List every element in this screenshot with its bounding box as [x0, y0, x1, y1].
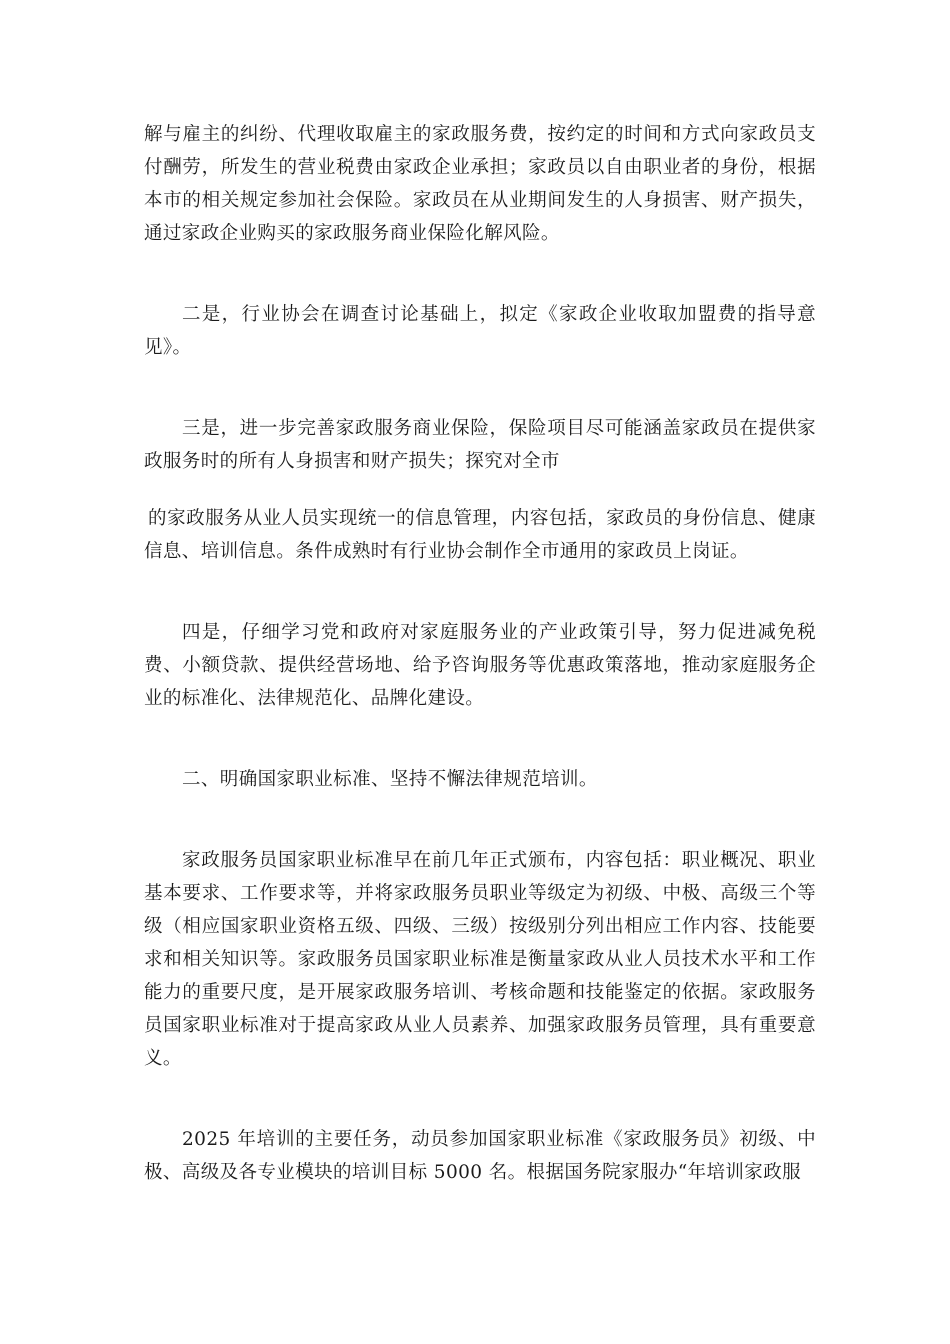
paragraph-7: 家政服务员国家职业标准早在前几年正式颁布，内容包括：职业概况、职业基本要求、工作要求等，并将家政服务员职业等级定为初级、中极、高级三个等级（相应国家职业资格五级、四级、三级）按级别分列出相应工作内容、技能要求和相关知识等。家政服务员国家职业标准是衡量家政从业人员技术水平和工作能力的重要尺度，是开展家政服务培训、考核命题和技能鉴定的依据。家政服务员国家职业标准对于提高家政从业人员素养、加强家政服务员管理，具有重要意义。: [144, 850, 816, 1069]
paragraph-5: 四是，仔细学习党和政府对家庭服务业的产业政策引导，努力促进减免税费、小额贷款、提供经营场地、给予咨询服务等优惠政策落地，推动家庭服务企业的标准化、法律规范化、品牌化建设。: [144, 622, 816, 709]
section-heading: 二、明确国家职业标准、坚持不懈法律规范培训。: [182, 769, 598, 790]
paragraph-3: 三是，进一步完善家政服务商业保险，保险项目尽可能涵盖家政员在提供家政服务时的所有人身损害和财产损失；探究对全市: [144, 418, 816, 472]
paragraph-4: 的家政服务从业人员实现统一的信息管理，内容包括，家政员的身份信息、健康信息、培训信息。条件成熟时有行业协会制作全市通用的家政员上岗证。: [144, 508, 816, 562]
paragraph-1: 解与雇主的纠纷、代理收取雇主的家政服务费，按约定的时间和方式向家政员支付酬劳，所发生的营业税费由家政企业承担；家政员以自由职业者的身份，根据本市的相关规定参加社会保险。家政员在从业期间发生的人身损害、财产损失，通过家政企业购买的家政服务商业保险化解风险。: [144, 124, 816, 244]
paragraph-2: 二是，行业协会在调查讨论基础上，拟定《家政企业收取加盟费的指导意见》。: [144, 304, 816, 358]
document-body: [144, 118, 816, 1237]
paragraph-8: 2025 年培训的主要任务，动员参加国家职业标准《家政服务员》初级、中极、高级及各专业模块的培训目标 5000 名。根据国务院家服办“年培训家政服: [144, 1129, 816, 1183]
